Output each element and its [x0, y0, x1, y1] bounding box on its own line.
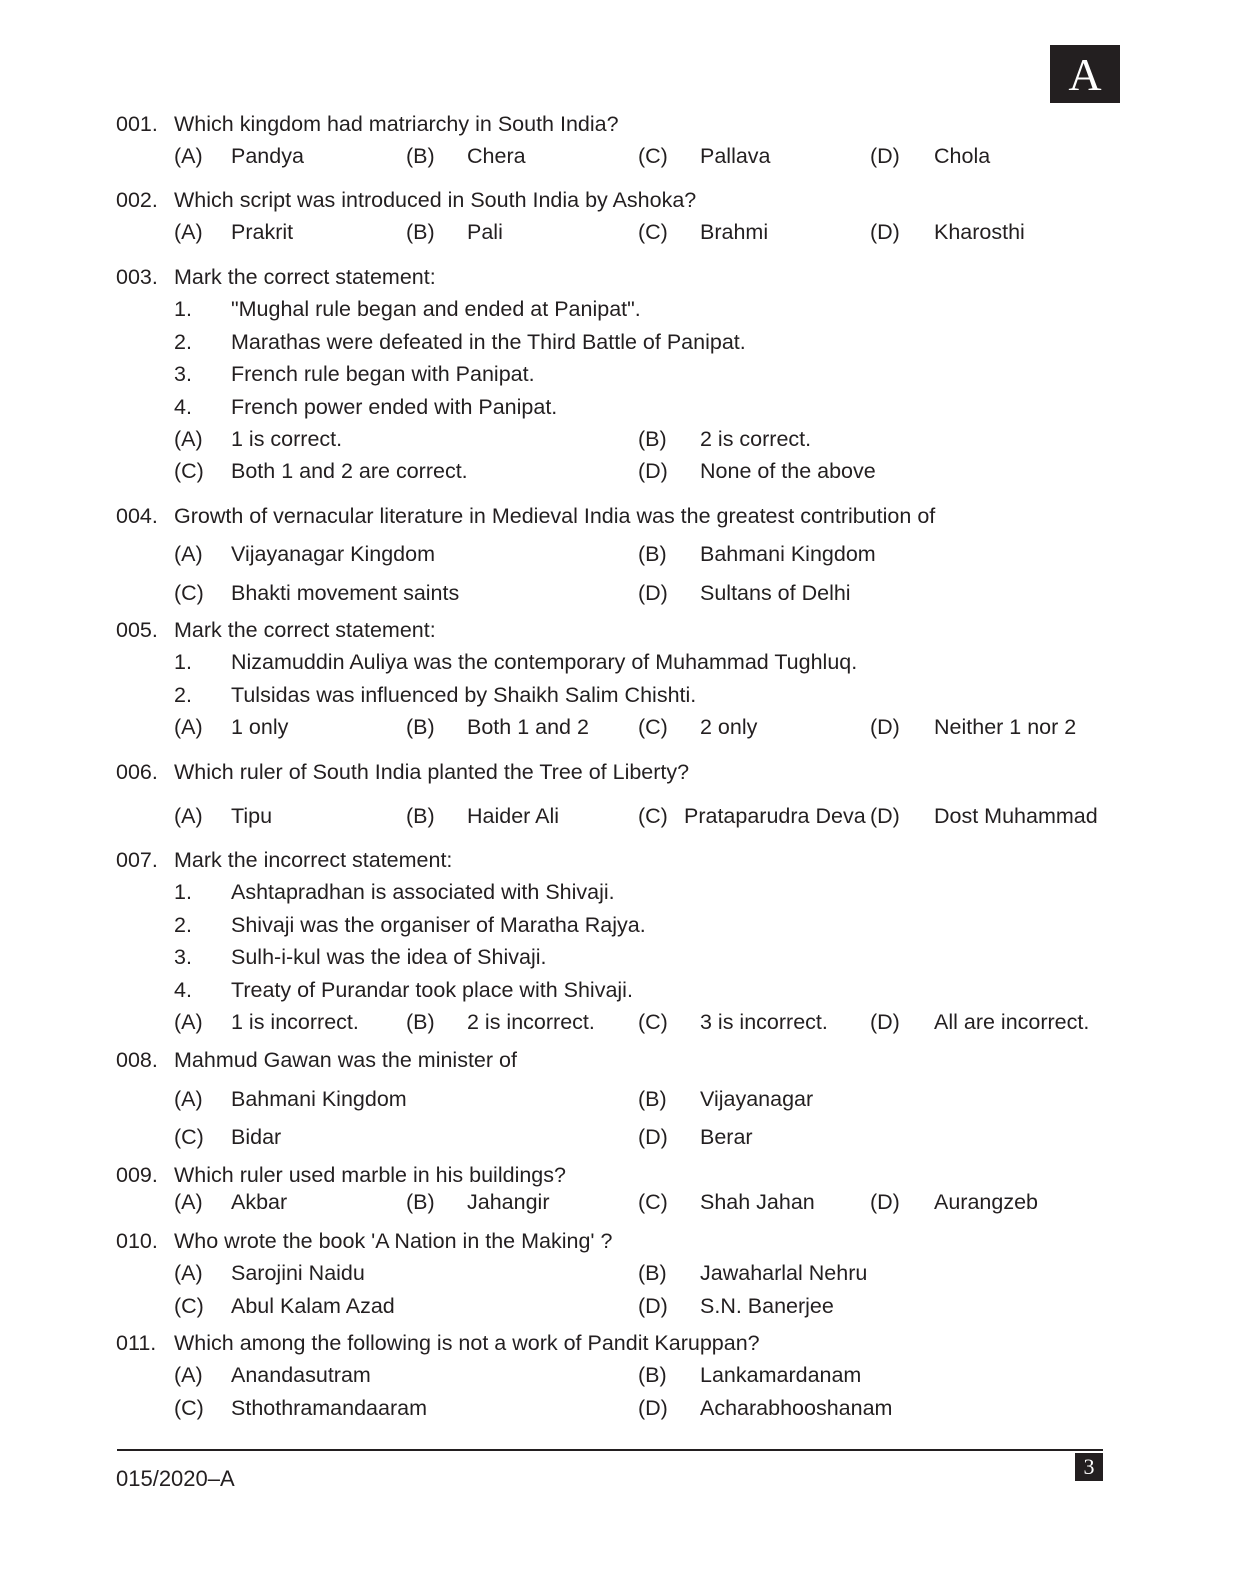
option-text: Pallava [700, 144, 771, 168]
statement-number: 3. [174, 362, 192, 386]
option-key: (A) [174, 1190, 203, 1214]
option-key: (C) [174, 581, 204, 605]
option-text: Prakrit [231, 220, 294, 244]
statement-number: 2. [174, 683, 192, 707]
option-text: Haider Ali [467, 804, 560, 828]
question-number: 008. [116, 1048, 158, 1072]
option-key: (A) [174, 144, 203, 168]
question-text: Which kingdom had matriarchy in South India? [174, 112, 619, 136]
option-text: Acharabhooshanam [700, 1396, 893, 1420]
option-key: (C) [638, 1010, 668, 1034]
statement-number: 2. [174, 330, 192, 354]
option-text: Jawaharlal Nehru [700, 1261, 868, 1285]
option-key: (C) [174, 1125, 204, 1149]
question-number: 010. [116, 1229, 158, 1253]
statement-text: Ashtapradhan is associated with Shivaji. [231, 880, 615, 904]
statement-text: "Mughal rule began and ended at Panipat". [231, 297, 641, 321]
option-key: (C) [638, 715, 668, 739]
option-text: 2 is incorrect. [467, 1010, 595, 1034]
question-text: Mark the correct statement: [174, 618, 436, 642]
option-key: (B) [406, 220, 435, 244]
question-text: Mark the correct statement: [174, 265, 436, 289]
question-number: 003. [116, 265, 158, 289]
question-set-badge: A [1050, 45, 1120, 103]
option-text: Aurangzeb [934, 1190, 1038, 1214]
option-text: Chola [934, 144, 991, 168]
question-text: Mark the incorrect statement: [174, 848, 453, 872]
option-key: (D) [870, 1010, 900, 1034]
option-key: (B) [638, 1087, 667, 1111]
question-text: Mahmud Gawan was the minister of [174, 1048, 517, 1072]
option-key: (D) [638, 1294, 668, 1318]
option-text: Lankamardanam [700, 1363, 862, 1387]
page-number: 3 [1075, 1453, 1103, 1481]
question-text: Growth of vernacular literature in Medieval India was the greatest contribution of [174, 504, 936, 528]
option-text: 1 is correct. [231, 427, 343, 451]
option-text: Bahmani Kingdom [231, 1087, 407, 1111]
option-text: Both 1 and 2 are correct. [231, 459, 468, 483]
option-key: (B) [406, 804, 435, 828]
option-text: Sthothramandaaram [231, 1396, 427, 1420]
option-text: Tipu [231, 804, 273, 828]
option-key: (B) [406, 144, 435, 168]
option-text: Vijayanagar Kingdom [231, 542, 435, 566]
option-key: (D) [870, 804, 900, 828]
option-text: Anandasutram [231, 1363, 371, 1387]
statement-text: Treaty of Purandar took place with Shivaji. [231, 978, 633, 1002]
option-key: (A) [174, 804, 203, 828]
option-text: Bhakti movement saints [231, 581, 460, 605]
option-key: (D) [870, 220, 900, 244]
option-text: Berar [700, 1125, 753, 1149]
question-number: 011. [116, 1331, 157, 1355]
option-key: (C) [174, 459, 204, 483]
option-key: (D) [870, 1190, 900, 1214]
option-key: (A) [174, 1261, 203, 1285]
option-text: Akbar [231, 1190, 288, 1214]
statement-number: 4. [174, 395, 192, 419]
option-key: (D) [638, 1125, 668, 1149]
option-text: Bahmani Kingdom [700, 542, 876, 566]
option-text: S.N. Banerjee [700, 1294, 834, 1318]
question-text: Who wrote the book 'A Nation in the Making' ? [174, 1229, 613, 1253]
question-number: 007. [116, 848, 158, 872]
statement-text: Tulsidas was influenced by Shaikh Salim Chishti. [231, 683, 697, 707]
option-key: (B) [406, 715, 435, 739]
option-text: Prataparudra Deva [684, 804, 866, 828]
option-text: Sarojini Naidu [231, 1261, 365, 1285]
option-key: (C) [638, 220, 668, 244]
option-key: (D) [638, 459, 668, 483]
statement-number: 1. [174, 297, 192, 321]
option-key: (C) [638, 1190, 668, 1214]
option-text: 2 is correct. [700, 427, 812, 451]
option-text: Both 1 and 2 [467, 715, 589, 739]
option-key: (C) [638, 144, 668, 168]
statement-text: Shivaji was the organiser of Maratha Rajya. [231, 913, 646, 937]
option-text: 2 only [700, 715, 758, 739]
option-text: Pandya [231, 144, 304, 168]
question-text: Which ruler used marble in his buildings? [174, 1163, 566, 1187]
option-key: (B) [638, 542, 667, 566]
option-key: (A) [174, 542, 203, 566]
statement-number: 3. [174, 945, 192, 969]
statement-number: 2. [174, 913, 192, 937]
option-key: (C) [174, 1294, 204, 1318]
option-text: None of the above [700, 459, 876, 483]
option-key: (A) [174, 220, 203, 244]
option-text: Pali [467, 220, 503, 244]
option-text: 3 is incorrect. [700, 1010, 828, 1034]
option-text: Kharosthi [934, 220, 1025, 244]
option-text: Brahmi [700, 220, 769, 244]
option-key: (B) [406, 1190, 435, 1214]
question-number: 005. [116, 618, 158, 642]
option-text: Neither 1 nor 2 [934, 715, 1077, 739]
option-key: (D) [638, 581, 668, 605]
option-key: (A) [174, 1010, 203, 1034]
statement-number: 1. [174, 880, 192, 904]
option-text: Vijayanagar [700, 1087, 814, 1111]
option-text: All are incorrect. [934, 1010, 1090, 1034]
question-number: 001. [116, 112, 158, 136]
option-key: (D) [638, 1396, 668, 1420]
option-key: (A) [174, 1087, 203, 1111]
option-text: 1 is incorrect. [231, 1010, 359, 1034]
option-key: (B) [638, 427, 667, 451]
question-text: Which script was introduced in South India by Ashoka? [174, 188, 697, 212]
statement-text: Marathas were defeated in the Third Battle of Panipat. [231, 330, 746, 354]
option-key: (C) [174, 1396, 204, 1420]
question-text: Which among the following is not a work of Pandit Karuppan? [174, 1331, 760, 1355]
footer-rule [117, 1449, 1103, 1451]
option-key: (C) [638, 804, 668, 828]
option-text: Bidar [231, 1125, 282, 1149]
option-text: Sultans of Delhi [700, 581, 851, 605]
question-number: 006. [116, 760, 158, 784]
statement-text: French rule began with Panipat. [231, 362, 535, 386]
paper-code: 015/2020–A [116, 1466, 235, 1491]
option-key: (D) [870, 715, 900, 739]
statement-text: Nizamuddin Auliya was the contemporary of Muhammad Tughluq. [231, 650, 858, 674]
option-text: Abul Kalam Azad [231, 1294, 395, 1318]
option-key: (B) [406, 1010, 435, 1034]
option-key: (B) [638, 1261, 667, 1285]
question-number: 004. [116, 504, 158, 528]
question-number: 002. [116, 188, 158, 212]
question-number: 009. [116, 1163, 158, 1187]
statement-text: Sulh-i-kul was the idea of Shivaji. [231, 945, 547, 969]
option-key: (A) [174, 427, 203, 451]
option-text: Dost Muhammad [934, 804, 1098, 828]
option-key: (D) [870, 144, 900, 168]
option-key: (A) [174, 1363, 203, 1387]
option-text: Jahangir [467, 1190, 550, 1214]
option-key: (B) [638, 1363, 667, 1387]
statement-number: 1. [174, 650, 192, 674]
option-text: Chera [467, 144, 526, 168]
question-text: Which ruler of South India planted the Tree of Liberty? [174, 760, 690, 784]
option-key: (A) [174, 715, 203, 739]
option-text: Shah Jahan [700, 1190, 815, 1214]
option-text: 1 only [231, 715, 289, 739]
statement-number: 4. [174, 978, 192, 1002]
statement-text: French power ended with Panipat. [231, 395, 558, 419]
